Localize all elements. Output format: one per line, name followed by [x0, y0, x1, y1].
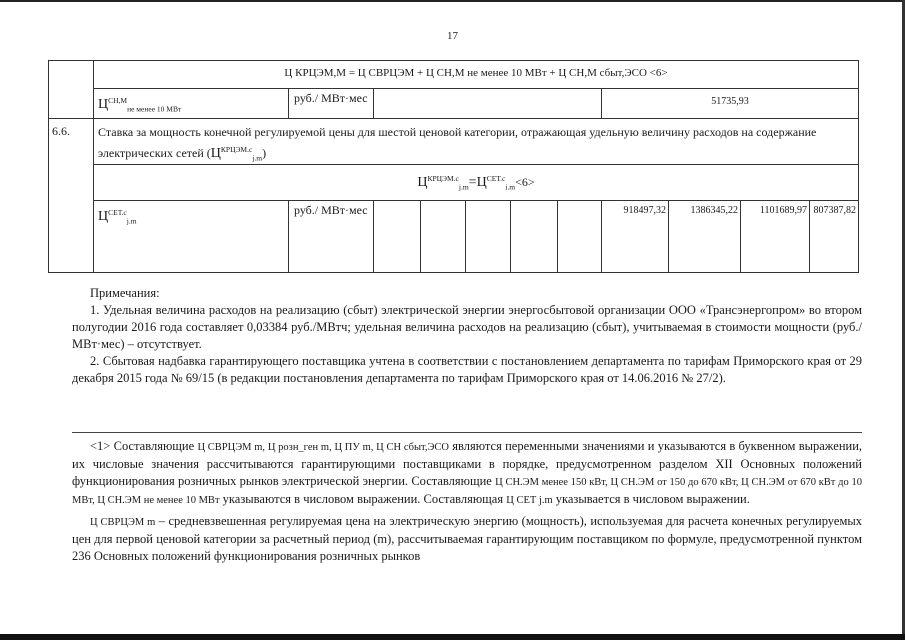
- footnote-1-terms: Ц СВРЦЭМ m, Ц розн_ген m, Ц ПУ m, Ц СН сбыт,ЭСО: [197, 442, 449, 453]
- value-cell: 918497,32: [623, 205, 666, 216]
- tariff-table: [48, 60, 859, 273]
- table-rule: [93, 88, 859, 89]
- scan-top-edge: [0, 0, 905, 2]
- table-rule: [93, 200, 859, 201]
- price-symbol: Ц: [417, 175, 428, 190]
- table-rule: [601, 200, 602, 273]
- table-rule: [48, 60, 49, 273]
- note-1: 1. Удельная величина расходов на реализацию (сбыт) электрической энергии энергосбытовой организации ООО «Трансэнергопром» во втором полугодии 2016 года составляет 0,03384 руб./МВтч; удельная величина расходов на реализацию (сбыт), учитываемая в стоимости мощности (руб./МВт·мес) – отсутствует.: [72, 303, 862, 351]
- table-rule: [373, 88, 374, 118]
- price-symbol: Ц: [98, 209, 109, 224]
- price-sub: i.m: [505, 182, 516, 192]
- formula-krcem-c: [93, 172, 859, 194]
- footnote-1: [72, 438, 862, 509]
- row-set-label: [98, 206, 284, 228]
- price-sup: КРЦЭМ.с: [220, 145, 253, 154]
- price-sub: j.m: [458, 182, 469, 192]
- price-symbol: Ц: [98, 97, 109, 112]
- notes-heading: Примечания:: [90, 286, 160, 300]
- scan-bottom-edge: [0, 634, 905, 640]
- table-rule: [373, 200, 374, 273]
- price-sup: СЕТ.с: [486, 174, 506, 183]
- table-rule: [48, 118, 859, 119]
- row-66-text: Ставка за мощность конечной регулируемой цены для шестой ценовой категории, отражающая удельную величину расходов на содержание электрических сетей (: [98, 125, 817, 160]
- row-number: 6.6.: [52, 124, 70, 138]
- footnote-1-rest2: указываются в числовом выражении. Составляющая: [222, 492, 504, 506]
- notes-block: [72, 285, 862, 387]
- equals-sign: =Ц: [468, 175, 487, 190]
- row-cn-label: [98, 94, 284, 116]
- price-sub: не менее 10 МВт: [127, 104, 182, 114]
- formula-krcem-m: Ц КРЦЭМ,M = Ц СВРЦЭМ + Ц СН,М не менее 10 МВт + Ц СН,М сбыт,ЭСО <6>: [284, 67, 668, 79]
- table-rule: [420, 200, 421, 273]
- price-symbol: Ц: [210, 146, 221, 161]
- price-sub: j.m: [252, 153, 263, 163]
- row-cn-unit: руб./ МВт·мес: [294, 91, 368, 105]
- table-rule: [465, 200, 466, 273]
- value-cell: 1386345,22: [690, 205, 738, 216]
- table-rule: [809, 200, 810, 273]
- footnote-2: [72, 513, 862, 565]
- row-set-unit: руб./ МВт·мес: [294, 203, 368, 217]
- footnote-2-term: Ц СВРЦЭМ m: [90, 517, 156, 528]
- value-cell: 1101689,97: [759, 205, 807, 216]
- footnote-1-end: указывается в числовом выражении.: [555, 492, 750, 506]
- table-rule: [510, 200, 511, 273]
- row-66-description: [98, 124, 854, 166]
- footnote-1-rest: являются переменными значениями и указываются в буквенном выражении, их числовые значения рассчитываются гарантирующими поставщиками в порядке, предусмотренном разделом XII Основных положений функционирования розничных рынков электрической энергии. Составляющие: [72, 439, 863, 488]
- price-sup: СЕТ.с: [108, 208, 127, 217]
- footnote-1-start: <1> Составляющие: [90, 439, 198, 453]
- footnote-1-terms2: Ц СН.ЭМ менее 150 кВт, Ц СН.ЭМ от 150 до 670 кВт, Ц СН.ЭМ от 670 кВт до 10 МВт, Ц СН.ЭМ не менее 10 МВт: [72, 477, 862, 506]
- table-rule: [288, 200, 289, 273]
- footnotes-block: [72, 438, 862, 565]
- table-rule: [858, 60, 859, 273]
- page-number: 17: [447, 30, 458, 42]
- table-rule: [48, 60, 859, 61]
- table-rule: [740, 200, 741, 273]
- price-sup: КРЦЭМ.с: [427, 174, 459, 183]
- table-rule: [668, 200, 669, 273]
- row-cn-value: 51735,93: [711, 96, 749, 107]
- footnote-rule: [72, 432, 862, 433]
- footnote-1-term3: Ц СЕТ j.m: [506, 495, 553, 506]
- footnote-2-text: – средневзвешенная регулируемая цена на электрическую энергию (мощность), используемая для расчета конечных регулируемых цен для первой ценовой категории за расчетный период (m), рассчитываемая гарантирующим поставщиком по формуле, предусмотренной пунктом 236 Основных положений функционирования розничных рынков: [72, 514, 862, 563]
- price-sup: СН,М: [108, 96, 128, 105]
- note-2: 2. Сбытовая надбавка гарантирующего поставщика учтена в соответствии с постановлением департамента по тарифам Приморского края от 29 декабря 2015 года № 69/15 (в редакции постановления департамента по тарифам Приморского края от 14.06.2016 № 27/2).: [72, 354, 862, 385]
- table-rule: [48, 272, 859, 273]
- value-cell: 807387,82: [813, 205, 856, 216]
- table-rule: [93, 60, 94, 273]
- footnote-ref: <6>: [515, 175, 535, 189]
- table-rule: [557, 200, 558, 273]
- table-rule: [288, 88, 289, 118]
- close-paren: ): [262, 146, 267, 160]
- price-sub: j.m: [126, 216, 137, 226]
